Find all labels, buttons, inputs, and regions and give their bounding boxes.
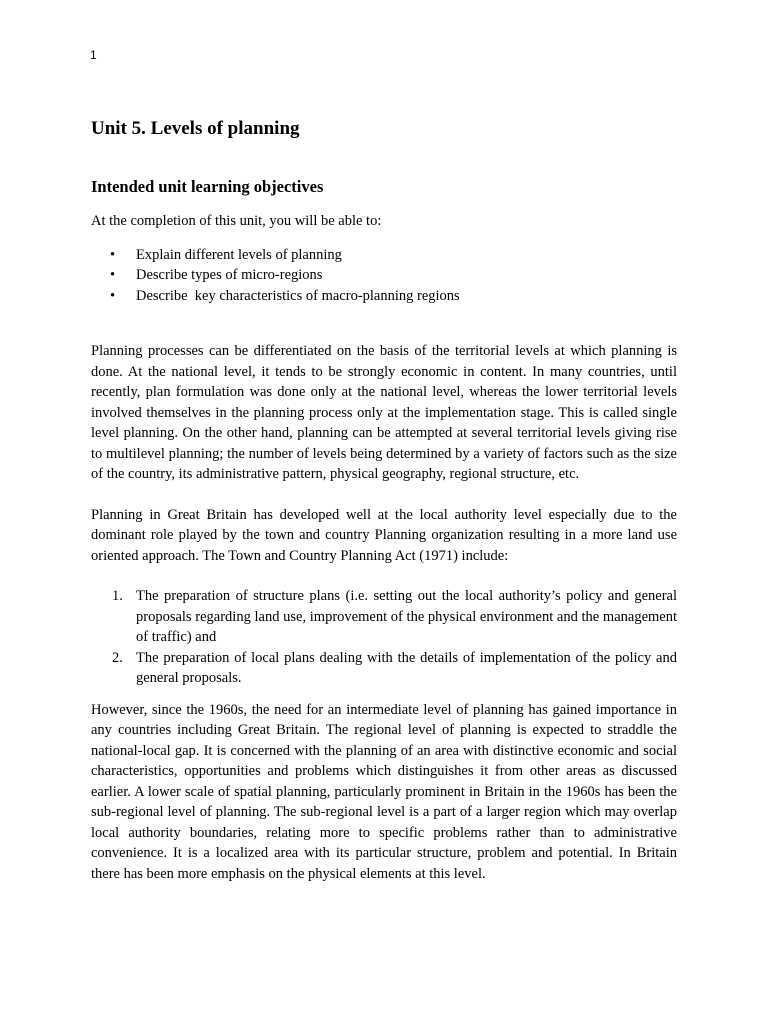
- act-items-list: [91, 586, 677, 689]
- objectives-intro: At the completion of this unit, you will be able to:: [91, 213, 382, 229]
- objective-item: [91, 265, 677, 286]
- body-paragraph: However, since the 1960s, the need for an intermediate level of planning has gained importance in any countries including Great Britain. The regional level of planning is expected to straddle the national-local gap. It is concerned with the planning of an area with distinctive economic and social characteristics, opportunities and problems which distinguishes it from other areas as discussed earlier. A lower scale of spatial planning, particularly prominent in Britain in the 1960s has been the sub-regional level of planning. The sub-regional level is a part of a larger region which may overlap local authority boundaries, relating more to specific problems rather than to administrative convenience. It is a localized area with its particular structure, problem and potential. In Britain there has been more emphasis on the physical elements at this level.: [91, 701, 677, 882]
- page-content: [91, 116, 677, 884]
- unit-title: Unit 5. Levels of planning: [91, 118, 300, 139]
- objectives-list: [91, 245, 677, 307]
- objective-text: Describe types of micro-regions: [136, 267, 323, 283]
- objective-item: [91, 286, 677, 307]
- page-number: 1: [90, 48, 97, 62]
- list-number: 2.: [112, 649, 123, 666]
- objective-text: Describe key characteristics of macro-planning regions: [136, 287, 460, 304]
- act-item: [91, 648, 677, 689]
- objective-item: [91, 245, 677, 266]
- body-paragraph: Planning processes can be differentiated on the basis of the territorial levels at which planning is done. At the national level, it tends to be strongly economic in content. In many countries, until recently, plan formulation was done only at the national level, whereas the lower territorial levels involved themselves in the planning process only at the implementation stage. This is called single level planning. On the other hand, planning can be attempted at several territorial levels giving rise to multilevel planning; the number of levels being determined by a variety of factors such as the size of the country, its administrative pattern, physical geography, regional structure, etc.: [91, 343, 677, 482]
- bullet-icon: •: [110, 246, 116, 263]
- act-item-text: The preparation of local plans dealing with the details of implementation of the policy and general proposals.: [136, 649, 677, 686]
- body-paragraph: Planning in Great Britain has developed well at the local authority level especially due to the dominant role played by the town and country Planning organization resulting in a more land use oriented approach. The Town and Country Planning Act (1971) include:: [91, 506, 677, 564]
- objectives-heading: Intended unit learning objectives: [91, 177, 324, 196]
- act-item: [91, 586, 677, 648]
- bullet-icon: •: [110, 287, 116, 304]
- bullet-icon: •: [110, 267, 116, 283]
- list-number: 1.: [112, 588, 123, 604]
- objective-text: Explain different levels of planning: [136, 246, 342, 263]
- act-item-text: The preparation of structure plans (i.e. setting out the local authority’s policy and general proposals regarding land use, improvement of the physical environment and the management of traffic) and: [136, 588, 677, 645]
